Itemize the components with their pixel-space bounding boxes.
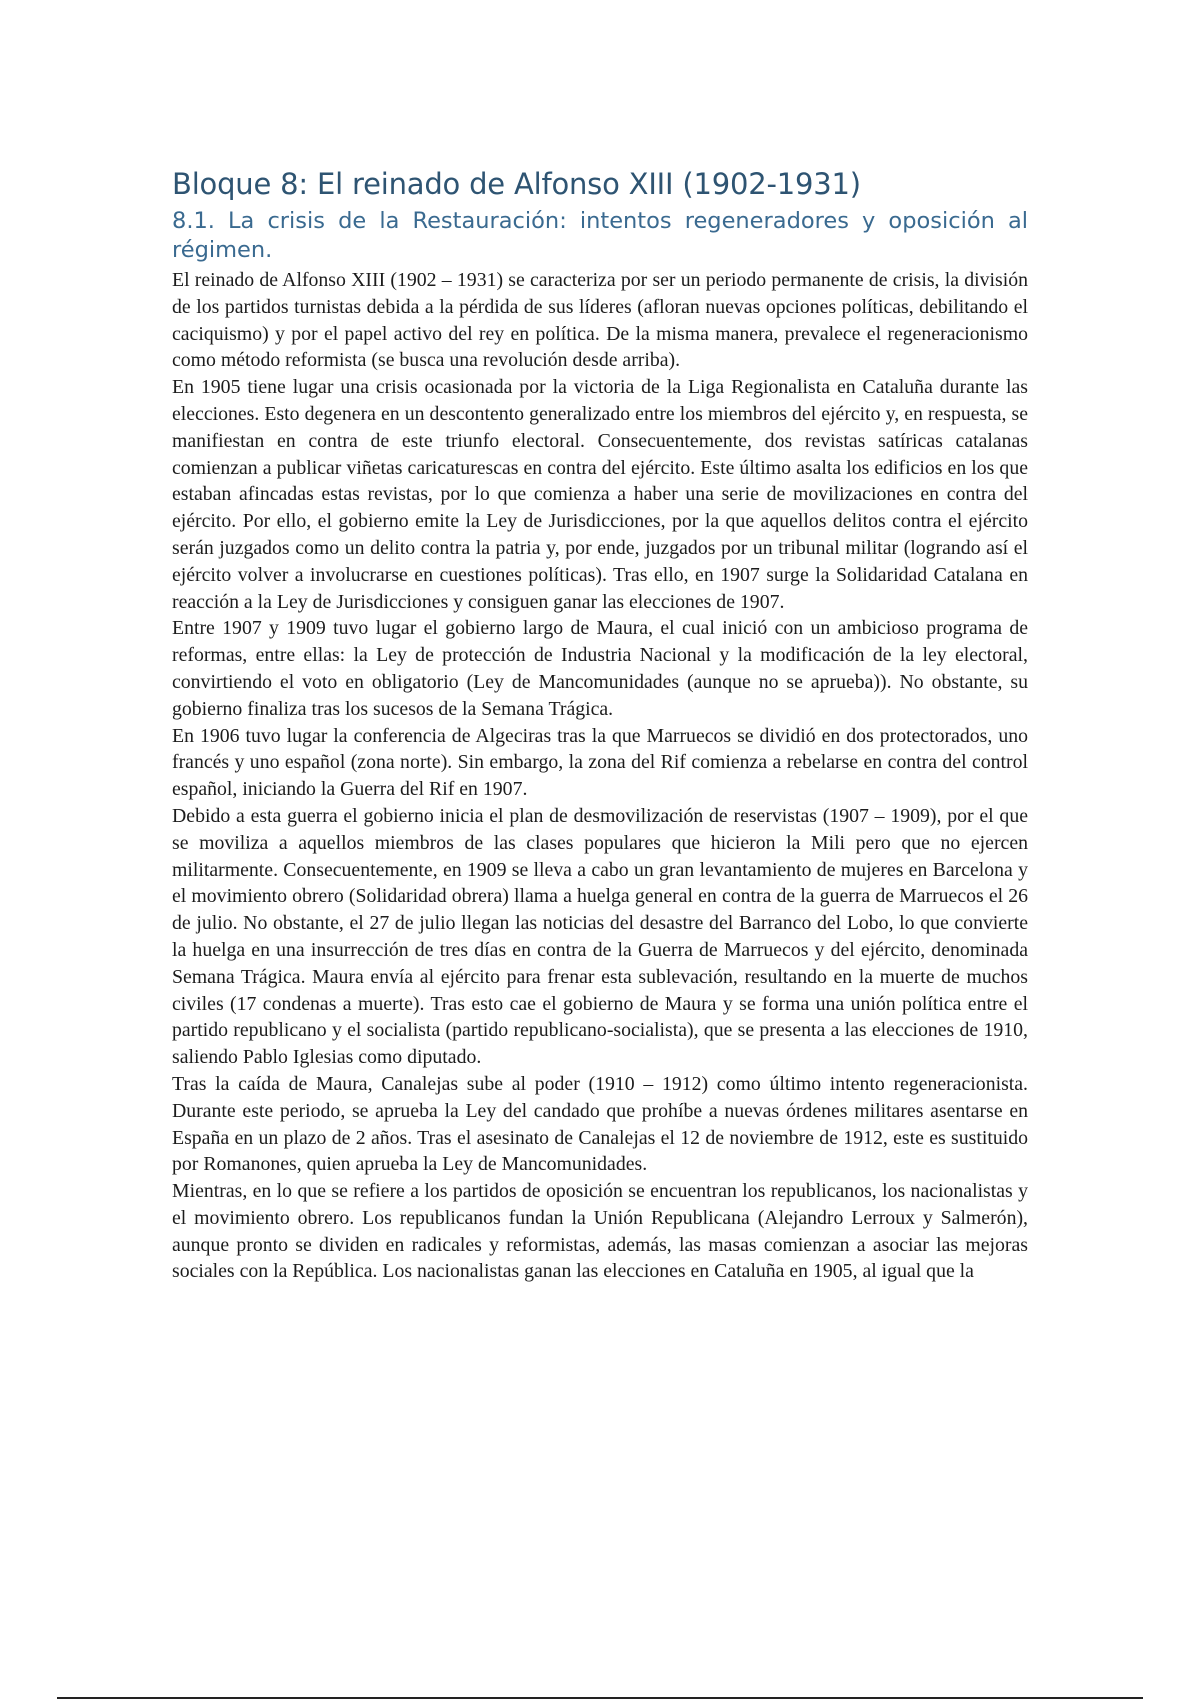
paragraph-semana-tragica: Debido a esta guerra el gobierno inicia el plan de desmovilización de reservistas (1907 – 1909), por el que se moviliza a aquellos miembros de las clases populares que hicieron la Mili pero que no ejercen militarmente. Consecuentemente, en 1909 se lleva a cabo un gran levantamiento de mujeres en Barcelona y el movimiento obrero (Solidaridad obrera) llama a huelga general en contra de la guerra de Marruecos el 26 de julio. No obstante, el 27 de julio llegan las noticias del desastre del Barranco del Lobo, lo que convierte la huelga en una insurrección de tres días en contra de la Guerra de Marruecos y del ejército, denominada Semana Trágica. Maura envía al ejército para frenar esta sublevación, resultando en la muerte de muchos civiles (17 condenas a muerte). Tras esto cae el gobierno de Maura y se forma una unión política entre el partido republicano y el socialista (partido republicano-socialista), que se presenta a las elecciones de 1910, saliendo Pablo Iglesias como diputado.	[172, 804, 1028, 1069]
paragraph-crisis-1905: En 1905 tiene lugar una crisis ocasionada por la victoria de la Liga Regionalista en Cataluña durante las elecciones. Esto degenera en un descontento generalizado entre los miembros del ejército y, en respuesta, se manifiestan en contra de este triunfo electoral. Consecuentemente, dos revistas satíricas catalanas comienzan a publicar viñetas caricaturescas en contra del ejército. Este último asalta los edificios en los que estaban afincadas estas revistas, por lo que comienza a haber una serie de movilizaciones en contra del ejército. Por ello, el gobierno emite la Ley de Jurisdicciones, por la que aquellos delitos contra el ejército serán juzgados como un delito contra la patria y, por ende, juzgados por un tribunal militar (logrando así el ejército volver a involucrarse en cuestiones políticas). Tras ello, en 1907 surge la Solidaridad Catalana en reacción a la Ley de Jurisdicciones y consiguen ganar las elecciones de 1907.	[172, 376, 1028, 613]
section-title: 8.1. La crisis de la Restauración: intentos regeneradores y oposición al régimen.	[172, 208, 1028, 263]
paragraph-canalejas: Tras la caída de Maura, Canalejas sube al poder (1910 – 1912) como último intento regeneracionista. Durante este periodo, se aprueba la Ley del candado que prohíbe a nuevas órdenes militares asentarse en España en un plazo de 2 años. Tras el asesinato de Canalejas el 12 de noviembre de 1912, este es sustituido por Romanones, quien aprueba la Ley de Mancomunidades.	[172, 1072, 1028, 1176]
paragraph-intro: El reinado de Alfonso XIII (1902 – 1931) se caracteriza por ser un periodo permanente de crisis, la división de los partidos turnistas debida a la pérdida de sus líderes (afloran nuevas opciones políticas, debilitando el caciquismo) y por el papel activo del rey en política. De la misma manera, prevalece el regeneracionismo como método reformista (se busca una revolución desde arriba).	[172, 269, 1028, 372]
page-content	[172, 165, 1028, 1285]
paragraph-gobierno-maura: Entre 1907 y 1909 tuvo lugar el gobierno largo de Maura, el cual inició con un ambicioso programa de reformas, entre ellas: la Ley de protección de Industria Nacional y la modificación de la ley electoral, convirtiendo el voto en obligatorio (Ley de Mancomunidades (aunque no se aprueba)). No obstante, su gobierno finaliza tras los sucesos de la Semana Trágica.	[172, 617, 1028, 720]
paragraph-oposicion: Mientras, en lo que se refiere a los partidos de oposición se encuentran los republicanos, los nacionalistas y el movimiento obrero. Los republicanos fundan la Unión Republicana (Alejandro Lerroux y Salmerón), aunque pronto se dividen en radicales y reformistas, además, las masas comienzan a asociar las mejoras sociales con la República. Los nacionalistas ganan las elecciones en Cataluña en 1905, al igual que la	[172, 1180, 1028, 1283]
paragraph-algeciras: En 1906 tuvo lugar la conferencia de Algeciras tras la que Marruecos se dividió en dos protectorados, uno francés y uno español (zona norte). Sin embargo, la zona del Rif comienza a rebelarse en contra del control español, iniciando la Guerra del Rif en 1907.	[172, 724, 1028, 801]
block-title: Bloque 8: El reinado de Alfonso XIII (1902-1931)	[172, 167, 861, 201]
footer-rule	[57, 1697, 1143, 1699]
